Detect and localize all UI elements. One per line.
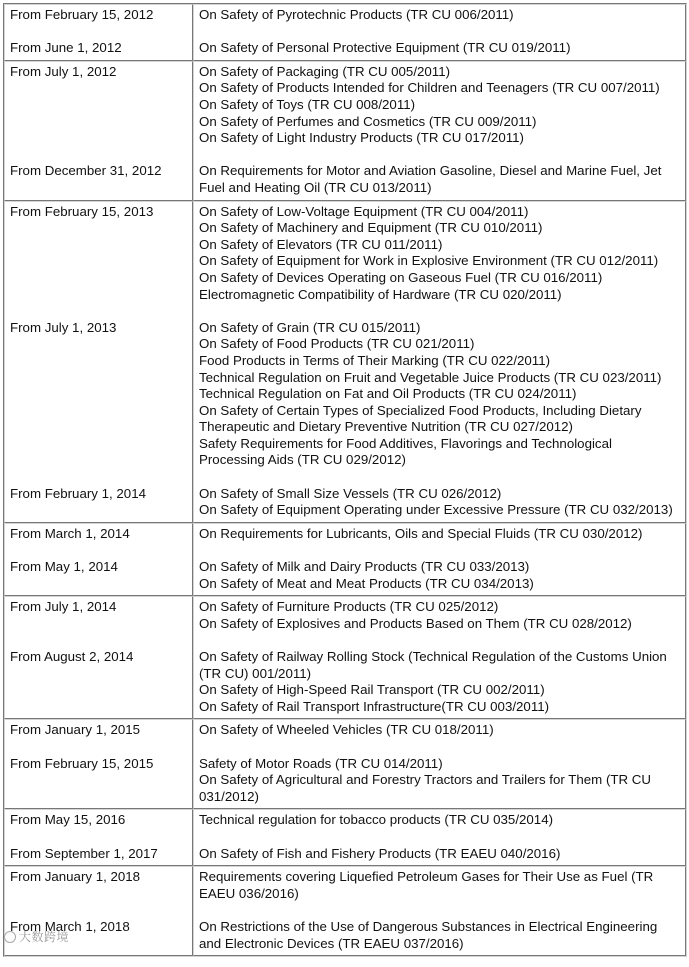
regulation-item: Electromagnetic Compatibility of Hardware (TR CU 020/2011) xyxy=(199,286,562,302)
effective-date: From January 1, 2018 xyxy=(10,869,141,885)
watermark-text: 大数跨境 xyxy=(19,930,70,944)
regulation-cell xyxy=(193,809,686,866)
table-row xyxy=(4,523,686,596)
date-cell xyxy=(4,61,193,201)
table-row xyxy=(4,4,686,61)
regulations-table-body xyxy=(4,4,686,956)
regulation-item: On Safety of Grain (TR CU 015/2011) xyxy=(199,319,421,335)
effective-date: From May 1, 2014 xyxy=(10,559,118,575)
date-cell xyxy=(4,4,193,61)
regulation-item: On Safety of Equipment Operating under Excessive Pressure (TR CU 032/2013) xyxy=(199,502,673,518)
regulation-cell xyxy=(193,61,686,201)
regulation-item: Safety Requirements for Food Additives, Flavorings and Technological Processing Aids (TR CU 029/2012) xyxy=(199,435,612,468)
regulation-item: Safety of Motor Roads (TR CU 014/2011) xyxy=(199,755,443,771)
date-cell xyxy=(4,719,193,809)
regulations-table xyxy=(3,3,687,957)
regulation-item: On Safety of Milk and Dairy Products (TR CU 033/2013) xyxy=(199,559,530,575)
regulation-item: On Safety of Fish and Fishery Products (TR EAEU 040/2016) xyxy=(199,845,561,861)
regulation-item: On Safety of Meat and Meat Products (TR CU 034/2013) xyxy=(199,575,534,591)
effective-date: From March 1, 2014 xyxy=(10,525,130,541)
effective-date: From February 15, 2013 xyxy=(10,203,154,219)
regulation-item: Technical Regulation on Fat and Oil Products (TR CU 024/2011) xyxy=(199,386,577,402)
regulation-item: On Safety of Small Size Vessels (TR CU 026/2012) xyxy=(199,485,502,501)
regulation-item: On Safety of Furniture Products (TR CU 025/2012) xyxy=(199,599,499,615)
regulation-item: On Requirements for Motor and Aviation Gasoline, Diesel and Marine Fuel, Jet Fuel and Heating Oil (TR CU 013/2011) xyxy=(199,163,662,195)
effective-date: From July 1, 2014 xyxy=(10,599,117,615)
effective-date: From May 15, 2016 xyxy=(10,812,126,828)
regulation-cell xyxy=(193,523,686,596)
regulation-item: On Safety of Machinery and Equipment (TR CU 010/2011) xyxy=(199,220,543,236)
date-cell xyxy=(4,809,193,866)
date-cell xyxy=(4,201,193,523)
regulation-item: On Safety of Explosives and Products Based on Them (TR CU 028/2012) xyxy=(199,615,632,631)
table-row xyxy=(4,809,686,866)
effective-date: From January 1, 2015 xyxy=(10,722,141,738)
effective-date: From December 31, 2012 xyxy=(10,163,162,179)
regulation-item: On Safety of Pyrotechnic Products (TR CU 006/2011) xyxy=(199,7,514,22)
effective-date: From February 15, 2012 xyxy=(10,7,154,22)
regulation-cell xyxy=(193,596,686,719)
regulation-item: On Requirements for Lubricants, Oils and Special Fluids (TR CU 030/2012) xyxy=(199,525,643,541)
regulation-item: On Safety of Light Industry Products (TR CU 017/2011) xyxy=(199,130,524,146)
effective-date: From August 2, 2014 xyxy=(10,649,134,665)
effective-date: From March 1, 2018 xyxy=(10,919,130,935)
effective-date: From July 1, 2012 xyxy=(10,63,117,79)
effective-date: From September 1, 2017 xyxy=(10,845,158,861)
effective-date: From June 1, 2012 xyxy=(10,40,122,56)
regulation-item: On Restrictions of the Use of Dangerous Substances in Electrical Engineering and Electronic Devices (TR EAEU 037/2016) xyxy=(199,919,658,951)
regulation-cell xyxy=(193,866,686,956)
regulation-item: On Safety of Packaging (TR CU 005/2011) xyxy=(199,63,451,79)
regulation-item: On Safety of Food Products (TR CU 021/2011) xyxy=(199,336,475,352)
regulation-item: Technical regulation for tobacco products (TR CU 035/2014) xyxy=(199,812,554,828)
regulation-item: On Safety of Low-Voltage Equipment (TR CU 004/2011) xyxy=(199,203,529,219)
regulation-item: Technical Regulation on Fruit and Vegetable Juice Products (TR CU 023/2011) xyxy=(199,369,662,385)
regulation-item: On Safety of Products Intended for Children and Teenagers (TR CU 007/2011) xyxy=(199,80,660,96)
regulation-item: On Safety of High-Speed Rail Transport (TR CU 002/2011) xyxy=(199,682,545,698)
watermark-logo-icon xyxy=(4,931,16,943)
regulation-item: On Safety of Toys (TR CU 008/2011) xyxy=(199,96,416,112)
watermark xyxy=(4,928,69,945)
regulation-item: On Safety of Certain Types of Specialized Food Products, Including Dietary Therapeutic and Dietary Preventive Nutrition (TR CU 027/2012) xyxy=(199,402,642,435)
date-cell xyxy=(4,596,193,719)
regulation-item: On Safety of Agricultural and Forestry Tractors and Trailers for Them (TR CU 031/2012) xyxy=(199,772,652,804)
regulation-item: Food Products in Terms of Their Marking (TR CU 022/2011) xyxy=(199,352,551,368)
regulation-item: On Safety of Personal Protective Equipment (TR CU 019/2011) xyxy=(199,40,571,56)
effective-date: From February 1, 2014 xyxy=(10,485,146,501)
table-row xyxy=(4,866,686,956)
effective-date: From July 1, 2013 xyxy=(10,319,117,335)
regulation-item: On Safety of Perfumes and Cosmetics (TR CU 009/2011) xyxy=(199,113,537,129)
regulation-cell xyxy=(193,719,686,809)
regulation-item: On Safety of Wheeled Vehicles (TR CU 018/2011) xyxy=(199,722,494,738)
effective-date: From February 15, 2015 xyxy=(10,755,154,771)
table-row xyxy=(4,596,686,719)
regulation-item: On Safety of Devices Operating on Gaseous Fuel (TR CU 016/2011) xyxy=(199,269,603,285)
regulation-item: On Safety of Rail Transport Infrastructure(TR CU 003/2011) xyxy=(199,698,550,714)
table-row xyxy=(4,61,686,201)
table-row xyxy=(4,719,686,809)
regulation-cell xyxy=(193,201,686,523)
regulation-item: On Safety of Elevators (TR CU 011/2011) xyxy=(199,236,443,252)
regulation-item: On Safety of Railway Rolling Stock (Technical Regulation of the Customs Union (TR CU) 001/2011) xyxy=(199,649,667,681)
regulation-item: Requirements covering Liquefied Petroleum Gases for Their Use as Fuel (TR EAEU 036/2016) xyxy=(199,869,654,901)
date-cell xyxy=(4,523,193,596)
regulation-cell xyxy=(193,4,686,61)
table-row xyxy=(4,201,686,523)
regulation-item: On Safety of Equipment for Work in Explosive Environment (TR CU 012/2011) xyxy=(199,253,659,269)
